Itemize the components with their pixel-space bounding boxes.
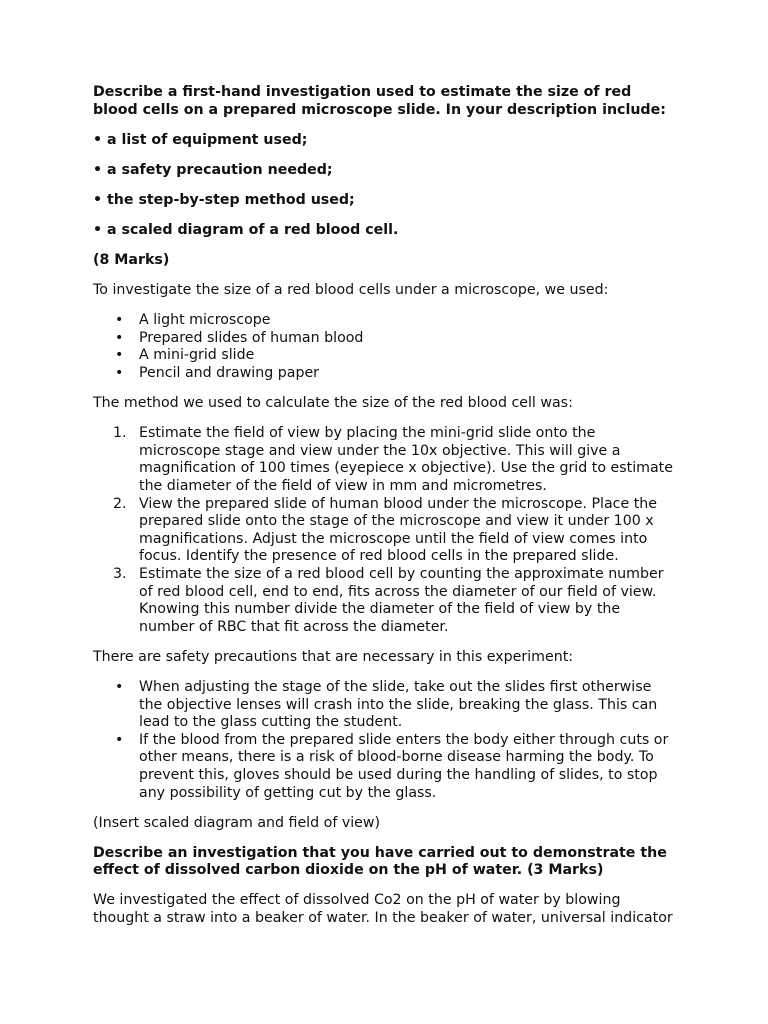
safety-intro: There are safety precautions that are necessary in this experiment: (93, 648, 574, 665)
list-item: • A mini-grid slide (139, 347, 676, 365)
list-item: • A light microscope (139, 312, 676, 330)
requirement-method: • the step-by-step method used; (93, 191, 355, 208)
list-item (113, 565, 676, 636)
question-2-title: Describe an investigation that you have carried out to demonstrate the effect of dissolved carbon dioxide on the pH of water. (3 Marks) (93, 844, 667, 879)
question-1-marks: (8 Marks) (93, 252, 170, 269)
list-item: • Pencil and drawing paper (139, 365, 676, 383)
question-1-title: Describe a first-hand investigation used to estimate the size of red blood cells on a prepared microscope slide. In your description include: (93, 84, 666, 118)
method-steps (93, 425, 676, 636)
requirement-diagram: • a scaled diagram of a red blood cell. (93, 221, 399, 238)
list-item (113, 495, 676, 566)
list-item (113, 425, 676, 495)
step-number: 3. (113, 565, 127, 582)
equipment-intro: To investigate the size of a red blood cells under a microscope, we used: (93, 282, 609, 299)
list-item: • When adjusting the stage of the slide, take out the slides first otherwise the objective lenses will crash into the slide, breaking the glass. This can lead to the glass cutting the student. (139, 679, 676, 732)
list-item: • Prepared slides of human blood (139, 330, 676, 348)
step-text: Estimate the field of view by placing the mini-grid slide onto the microscope stage and view under the 10x objective. This will give a magnification of 100 times (eyepiece x objective). Use the grid to estimate the diameter of the field of view in mm and micrometres. (139, 425, 673, 494)
requirement-safety: • a safety precaution needed; (93, 161, 333, 178)
diagram-note: (Insert scaled diagram and field of view) (93, 814, 381, 831)
method-intro: The method we used to calculate the size of the red blood cell was: (93, 395, 573, 412)
equipment-list (93, 312, 676, 382)
step-text: View the prepared slide of human blood under the microscope. Place the prepared slide onto the stage of the microscope and view it under 100 x magnifications. Adjust the microscope until the field of view comes into focus. Identify the presence of red blood cells in the prepared slide. (139, 495, 657, 565)
step-text: Estimate the size of a red blood cell by counting the approximate number of red blood cell, end to end, fits across the diameter of our field of view. Knowing this number divide the diameter of the field of view by the number of RBC that fit across the diameter. (139, 565, 664, 635)
question-2-answer: We investigated the effect of dissolved Co2 on the pH of water by blowing thought a straw into a beaker of water. In the beaker of water, universal indicator (93, 892, 673, 926)
step-number: 1. (113, 425, 127, 442)
requirement-equipment: • a list of equipment used; (93, 131, 308, 148)
safety-list (93, 679, 676, 802)
step-number: 2. (113, 495, 127, 512)
list-item: • If the blood from the prepared slide enters the body either through cuts or other means, there is a risk of blood-borne disease harming the body. To prevent this, gloves should be used during the handling of slides, to stop any possibility of getting cut by the glass. (139, 732, 676, 802)
